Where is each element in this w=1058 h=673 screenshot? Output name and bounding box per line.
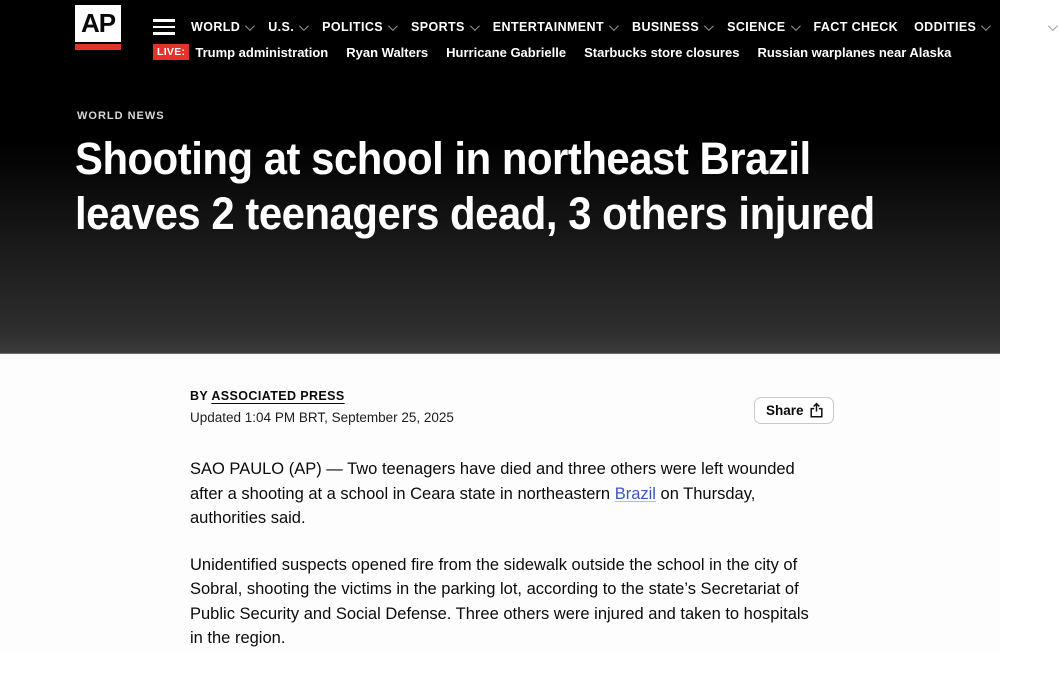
- chevron-down-icon: [790, 21, 800, 31]
- nav-item-label: BUSINESS: [632, 20, 700, 34]
- updated-timestamp: Updated 1:04 PM BRT, September 25, 2025: [190, 410, 454, 425]
- nav-item-label: FACT CHECK: [813, 20, 899, 34]
- trending-link-ryan-walters[interactable]: [346, 45, 428, 60]
- article-body: [190, 457, 814, 673]
- nav-item-label: MORE: [1004, 20, 1044, 34]
- nav-item-world[interactable]: [191, 20, 252, 34]
- byline-author-link[interactable]: ASSOCIATED PRESS: [211, 389, 345, 403]
- inline-link-brazil[interactable]: Brazil: [614, 484, 656, 503]
- ap-logo-text: AP: [75, 5, 121, 42]
- trending-label: Russian warplanes near Alaska: [757, 44, 952, 60]
- primary-nav: [191, 20, 1055, 34]
- nav-item-u-s[interactable]: [268, 20, 306, 34]
- share-button-label: Share: [766, 403, 804, 418]
- chevron-down-icon: [470, 21, 480, 31]
- trending-label: Ryan Walters: [346, 44, 429, 60]
- nav-item-fact-check[interactable]: [814, 20, 899, 34]
- trending-link-hurricane-gabrielle[interactable]: [446, 45, 566, 60]
- nav-item-entertainment[interactable]: [493, 20, 616, 34]
- article-paragraph: Unidentified suspects opened fire from the sidewalk outside the school in the city of Sobral, shooting the victims in the parking lot, according to the state’s Secretariat of Public Security and Social Defense. Three others were injured and taken to hospitals in the region.: [190, 555, 809, 647]
- share-button[interactable]: [754, 397, 834, 424]
- live-badge: LIVE:: [153, 44, 189, 60]
- nav-item-label: ENTERTAINMENT: [492, 20, 605, 34]
- trending-label: Starbucks store closures: [584, 44, 740, 60]
- nav-item-politics[interactable]: [322, 20, 395, 34]
- nav-item-label: ODDITIES: [914, 20, 977, 34]
- article-paragraph: SAO PAULO (AP) — Two teenagers have died and three others were left wounded after a shooting at a school in Ceara state in northeastern Brazil on Thursday, authorities said.: [190, 460, 795, 527]
- chevron-down-icon: [981, 21, 991, 31]
- share-icon: [810, 403, 823, 418]
- trending-link-russian-warplanes-near-alaska[interactable]: [757, 45, 951, 60]
- trending-link-starbucks-store-closures[interactable]: [584, 45, 739, 60]
- trending-link-trump-administration[interactable]: [153, 44, 328, 60]
- chevron-down-icon: [245, 21, 255, 31]
- nav-item-business[interactable]: [632, 20, 711, 34]
- chevron-down-icon: [609, 21, 619, 31]
- ap-logo-red-bar: [75, 44, 121, 50]
- trending-topics-bar: [153, 44, 951, 60]
- hamburger-menu-icon[interactable]: [153, 19, 175, 35]
- byline: [190, 389, 345, 403]
- nav-item-label: U.S.: [268, 20, 295, 34]
- chevron-down-icon: [388, 21, 398, 31]
- trending-label: Trump administration: [195, 44, 329, 60]
- nav-item-label: WORLD: [191, 20, 241, 34]
- trending-label: Hurricane Gabrielle: [446, 44, 567, 60]
- chevron-down-icon: [1048, 21, 1058, 31]
- nav-item-label: POLITICS: [322, 20, 383, 34]
- chevron-down-icon: [299, 21, 309, 31]
- byline-prefix: BY: [190, 389, 208, 403]
- nav-item-label: SPORTS: [410, 20, 465, 34]
- main-nav-bar: [153, 13, 1055, 41]
- chevron-down-icon: [704, 21, 714, 31]
- section-link-world-news[interactable]: WORLD NEWS: [77, 110, 165, 122]
- nav-item-more[interactable]: [1004, 20, 1055, 34]
- article-headline: Shooting at school in northeast Brazil leaves 2 teenagers dead, 3 others injured: [75, 133, 875, 239]
- nav-item-science[interactable]: [727, 20, 797, 34]
- nav-item-sports[interactable]: [411, 20, 477, 34]
- ap-logo[interactable]: [75, 5, 121, 50]
- nav-item-label: SCIENCE: [727, 20, 786, 34]
- nav-item-oddities[interactable]: [914, 20, 988, 34]
